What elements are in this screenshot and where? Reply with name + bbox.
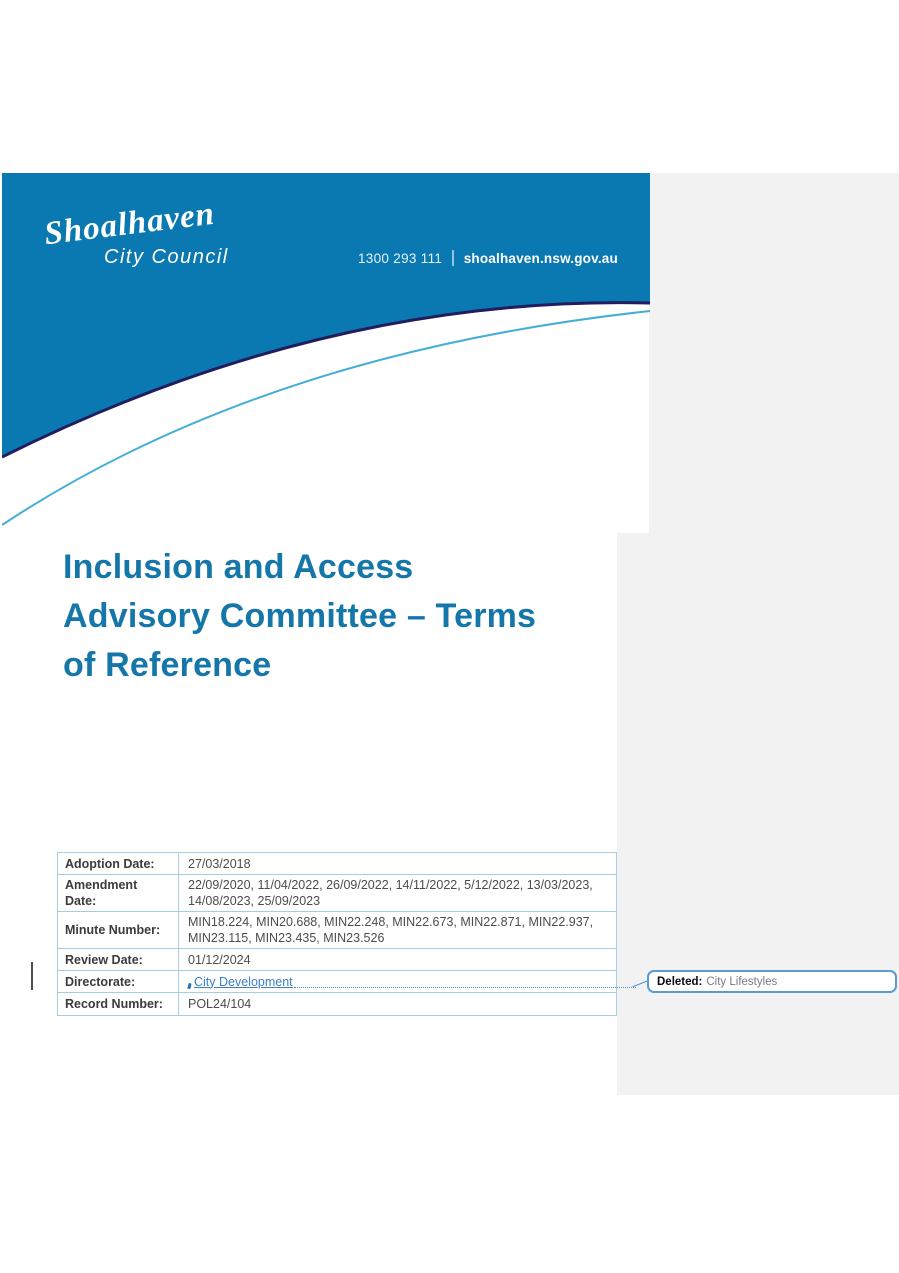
page-title — [63, 543, 536, 690]
markup-area-top — [649, 173, 899, 533]
website-url: shoalhaven.nsw.gov.au — [463, 250, 618, 266]
deleted-comment-balloon[interactable] — [647, 970, 897, 993]
row-label: Record Number: — [58, 993, 179, 1016]
row-label: Amendment Date: — [58, 875, 179, 912]
logo-subtitle: City Council — [104, 246, 229, 268]
shoalhaven-logo: Shoalhaven — [42, 195, 217, 253]
markup-area-bottom — [617, 533, 899, 1095]
phone-number: 1300 293 111 — [358, 250, 443, 266]
title-line-3: of Reference — [63, 646, 272, 684]
comment-leader-line — [294, 977, 636, 988]
row-value: 27/03/2018 — [179, 853, 617, 875]
row-value: 01/12/2024 — [179, 949, 617, 971]
contact-divider — [452, 250, 454, 266]
row-value: POL24/104 — [179, 993, 617, 1016]
table-row-amendment-date — [58, 875, 617, 912]
tracked-insertion-text[interactable]: City Development — [194, 974, 293, 989]
table-row-adoption-date — [58, 853, 617, 875]
row-value: 22/09/2020, 11/04/2022, 26/09/2022, 14/11/2022, 5/12/2022, 13/03/2023, 14/08/2023, 25/09/2023 — [179, 875, 617, 912]
table-row-record-number — [58, 993, 617, 1016]
row-label: Adoption Date: — [58, 853, 179, 875]
balloon-text: City Lifestyles — [706, 975, 778, 988]
title-line-1: Inclusion and Access — [63, 548, 414, 586]
balloon-label: Deleted: — [657, 975, 703, 988]
table-row-review-date — [58, 949, 617, 971]
row-label: Directorate: — [58, 971, 179, 993]
title-line-2: Advisory Committee – Terms — [63, 597, 537, 635]
row-value: MIN18.224, MIN20.688, MIN22.248, MIN22.673, MIN22.871, MIN22.937, MIN23.115, MIN23.435, MIN23.526 — [179, 912, 617, 949]
row-label: Review Date: — [58, 949, 179, 971]
change-bar — [31, 962, 33, 990]
table-row-minute-number — [58, 912, 617, 949]
header-contact — [358, 250, 618, 266]
insertion-marker-icon — [187, 982, 191, 989]
row-label: Minute Number: — [58, 912, 179, 949]
details-table — [57, 852, 617, 1016]
